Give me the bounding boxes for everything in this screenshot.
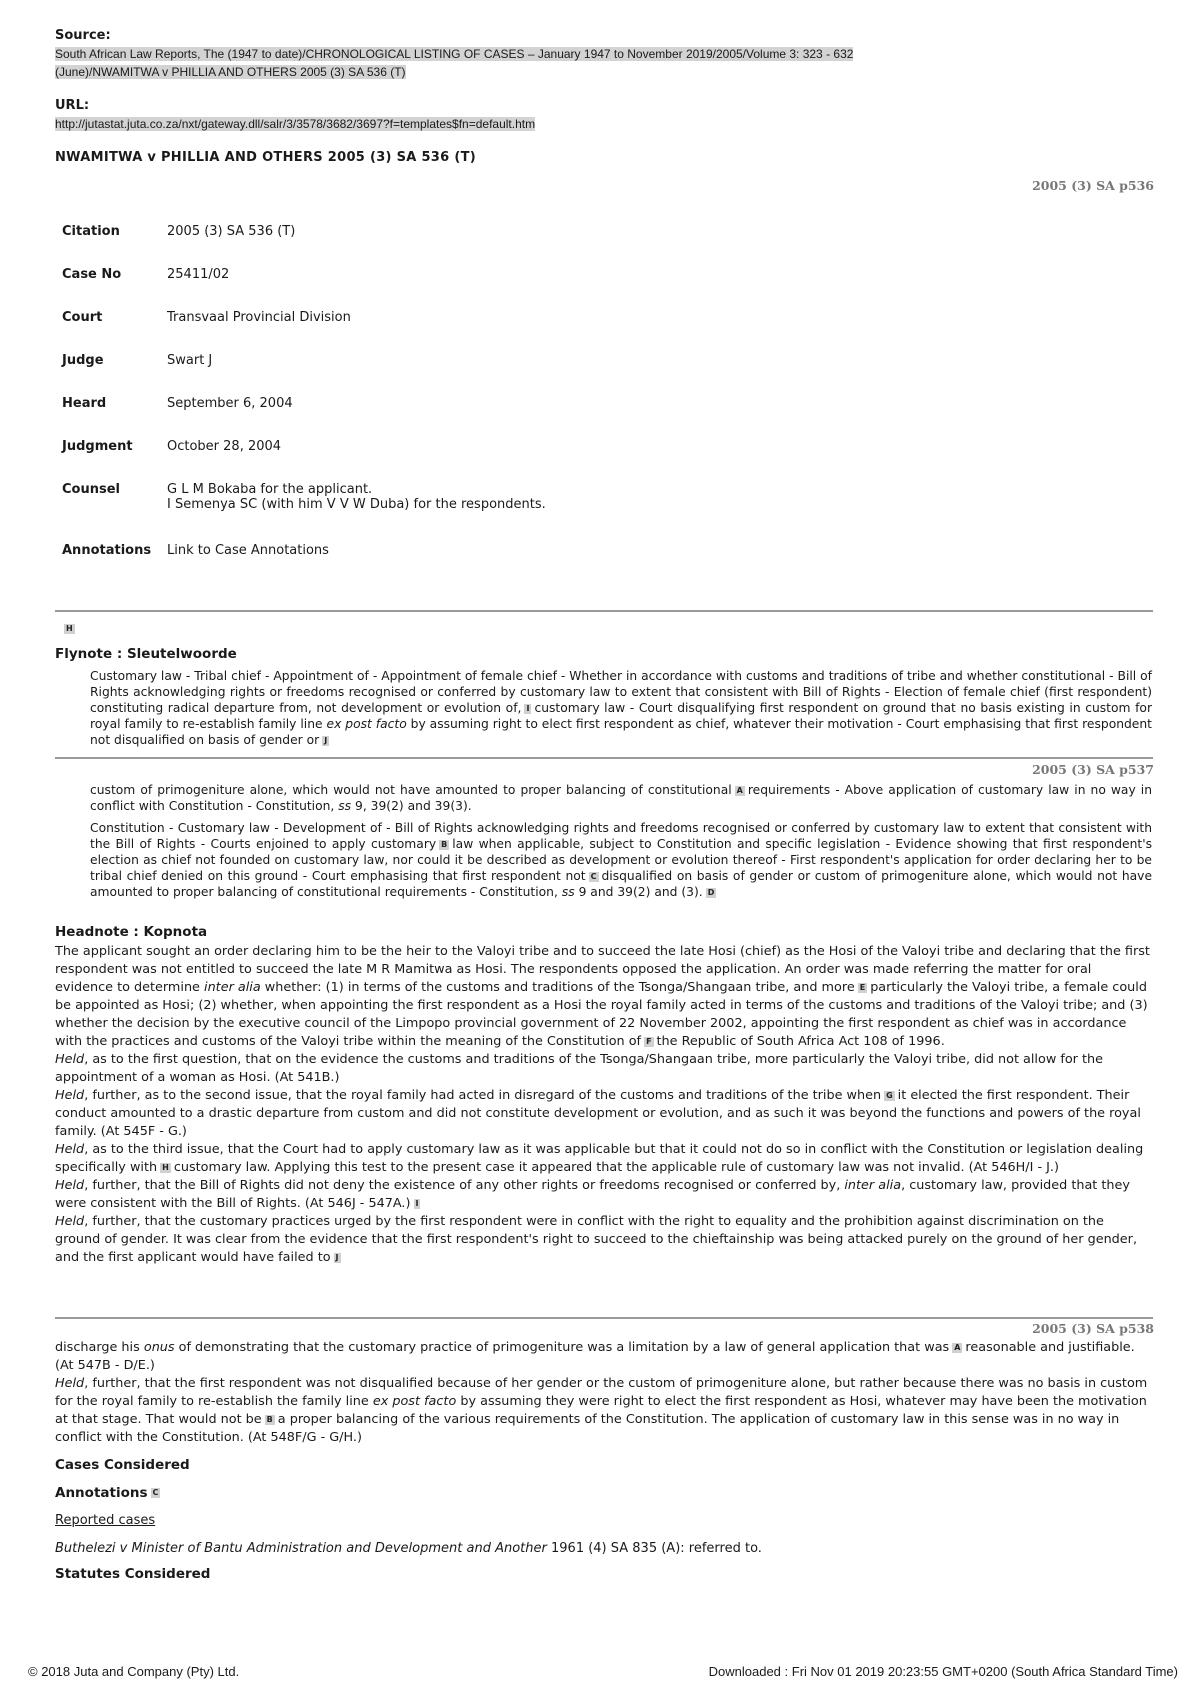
meta-value: 25411/02 [167,267,230,282]
url-label: URL: [55,98,90,113]
case-title: NWAMITWA v PHILLIA AND OTHERS 2005 (3) SA 536 (T) [55,150,476,165]
flynote-heading: Flynote : Sleutelwoorde [55,646,237,662]
headnote-paragraph-6: Held, further, that the customary practices urged by the first respondent were in conflict with the right to equality and the prohibition against discrimination on the ground of gender. It was clear from the evidence that the first respondent's right to succeed to the chieftainship was being attacked purely on the ground of her gender, and the first applicant would have failed to J [55,1214,1138,1265]
margin-marker-b: B [266,1414,273,1424]
meta-value [167,482,546,543]
meta-key: Counsel [62,482,120,497]
meta-key: Judge [62,353,104,368]
page-ref-536: 2005 (3) SA p536 [1032,178,1154,193]
case-metadata-table [62,224,546,558]
meta-row-annotations [62,543,546,558]
source-path [55,45,1035,81]
margin-marker-i: I [415,1198,419,1208]
meta-key: Citation [62,224,120,239]
url-block [55,115,1035,133]
page-ref-538: 2005 (3) SA p538 [1032,1321,1154,1336]
margin-marker-i: I [526,703,530,713]
headnote-paragraph-5: Held, further, that the Bill of Rights did not deny the existence of any other rights or freedoms recognised or conferred by, inter alia, customary law, provided that they were consistent with the Bill of Rights. (At 546J - 547A.) I [55,1178,1130,1211]
meta-key: Court [62,310,103,325]
counsel-applicant: G L M Bokaba for the applicant. [167,482,373,497]
meta-value: 2005 (3) SA 536 (T) [167,224,296,239]
margin-marker-c: C [152,1488,159,1497]
headnote-paragraph-4: Held, as to the third issue, that the Court had to apply customary law as it was applicable but that it could not do so in conflict with the Constitution or legislation dealing specifically with H customary law. Applying this test to the present case it appeared that the applicable rule of customary law was not invalid. (At 546H/I - J.) [55,1142,1144,1175]
page-ref-537: 2005 (3) SA p537 [1032,762,1154,777]
meta-value: September 6, 2004 [167,396,293,411]
headnote-body [55,943,1153,1267]
margin-marker-h: H [162,1162,169,1172]
meta-key: Annotations [62,543,152,558]
page-break-divider [55,757,1153,759]
meta-row-judgment [62,439,546,482]
meta-row-heard [62,396,546,439]
source-line-2: (June)/NWAMITWA v PHILLIA AND OTHERS 2005 (3) SA 536 (T) [55,65,406,79]
reported-cases-link[interactable]: Reported cases [55,1513,156,1528]
margin-marker-d: D [707,887,715,897]
margin-marker-j: J [335,1252,339,1262]
footer-copyright: © 2018 Juta and Company (Pty) Ltd. [28,1664,240,1679]
divider [55,610,1153,612]
headnote-paragraph-3: Held, further, as to the second issue, that the royal family had acted in disregard of the customs and traditions of the tribe when G it elected the first respondent. Their conduct amounted to a drastic departure from custom and did not constitute development or evolution, and as such it was beyond the functions and powers of the royal family. (At 545F - G.) [55,1088,1141,1139]
meta-row-citation [62,224,546,267]
meta-key: Judgment [62,439,133,454]
flynote-paragraph-1: Customary law - Tribal chief - Appointment of - Appointment of female chief - Whether in accordance with customs and traditions of tribe and whether constitutional - Bill of Rights acknowledging rights or freedoms recognised or conferred by customary law to extent that consistent with Bill of Rights - Election of female chief (first respondent) constituting radical departure from, not development or evolution of, I customary law - Court disqualifying first respondent on ground that no basis existing in custom for royal family to re-establish family line ex post facto by assuming right to elect first respondent as chief, whatever their motivation - Court emphasising that first respondent not disqualified on basis of gender or J [90,669,1152,747]
margin-marker-b: B [441,839,448,849]
margin-marker-h: H [66,623,73,633]
headnote-paragraph-1: The applicant sought an order declaring him to be the heir to the Valoyi tribe and to succeed the late Hosi (chief) as the Hosi of the Valoyi tribe and declaring that the first respondent was not entitled to succeed the late M R Mamitwa as Hosi. The respondents opposed the application. An order was made referring the matter for oral evidence to determine inter alia whether: (1) in terms of the customs and traditions of the Tsonga/Shangaan tribe, and more E particularly the Valoyi tribe, a female could be appointed as Hosi; (2) whether, when appointing the first respondent as a Hosi the royal family acted in terms of the customs and traditions of the Valoyi tribe; and (3) whether the decision by the executive council of the Limpopo provincial government of 22 November 2002, appointing the first respondent as chief was in accordance with the practices and customs of the Valoyi tribe within the meaning of the Constitution of F the Republic of South Africa Act 108 of 1996. [55,944,1150,1049]
meta-value: Swart J [167,353,213,368]
margin-marker-f: F [646,1036,652,1046]
meta-row-court [62,310,546,353]
headnote-heading: Headnote : Kopnota [55,924,208,940]
cases-considered-heading: Cases Considered [55,1457,190,1473]
statutes-considered-heading: Statutes Considered [55,1566,211,1582]
case-reference-name[interactable]: Buthelezi v Minister of Bantu Administration and Development and Another [55,1541,547,1556]
headnote-paragraph-8: Held, further, that the first respondent was not disqualified because of her gender or the custom of primogeniture alone, but rather because there was no basis in custom for the royal family to re-establish the family line ex post facto by assuming they were right to elect the first respondent as Hosi, whatever may have been the motivation at that stage. That would not be B a proper balancing of the various requirements of the Constitution. The application of customary law in this sense was in no way in conflict with the Constitution. (At 548F/G - G/H.) [55,1376,1148,1445]
meta-value: October 28, 2004 [167,439,282,454]
page-break-divider [55,1317,1153,1319]
margin-marker-a: A [954,1342,961,1352]
meta-row-counsel [62,482,546,543]
meta-row-judge [62,353,546,396]
source-line-1: South African Law Reports, The (1947 to date)/CHRONOLOGICAL LISTING OF CASES – January 1947 to November 2019/2005/Volume 3: 323 - 632 [55,47,854,61]
margin-marker-a: A [736,785,743,795]
headnote-paragraph-7: discharge his onus of demonstrating that the customary practice of primogeniture was a limitation by a law of general application that was A reasonable and justifiable. (At 547B - D/E.) [55,1340,1135,1373]
margin-marker-g: G [886,1090,893,1100]
flynote-paragraph-2: custom of primogeniture alone, which would not have amounted to proper balancing of constitutional A requirements - Above application of customary law in no way in conflict with Constitution - Constitution, ss 9, 39(2) and 39(3). [90,783,1152,813]
margin-marker-e: E [859,982,866,992]
margin-marker-c: C [590,871,597,881]
case-reference: Buthelezi v Minister of Bantu Administration and Development and Another 1961 (4) SA 835 (A): referred to. [55,1541,762,1556]
margin-marker-j: J [324,735,328,745]
source-label: Source: [55,28,111,43]
case-annotations-link[interactable]: Link to Case Annotations [167,543,329,558]
meta-row-case-no [62,267,546,310]
meta-value: Transvaal Provincial Division [167,310,351,325]
meta-key: Heard [62,396,107,411]
footer-downloaded: Downloaded : Fri Nov 01 2019 20:23:55 GMT+0200 (South Africa Standard Time) [708,1664,1178,1679]
headnote-paragraph-2: Held, as to the first question, that on the evidence the customs and traditions of the Tsonga/Shangaan tribe, more particularly the Valoyi tribe, did not allow for the appointment of a woman as Hosi. (At 541B.) [55,1052,1104,1085]
counsel-respondents: I Semenya SC (with him V V W Duba) for the respondents. [167,497,546,512]
annotations-heading: Annotations C [55,1485,159,1501]
url-link[interactable]: http://jutastat.juta.co.za/nxt/gateway.dll/salr/3/3578/3682/3697?f=templates$fn=default.htm [55,117,536,131]
flynote-paragraph-3: Constitution - Customary law - Development of - Bill of Rights acknowledging rights and freedoms recognised or conferred by customary law to extent that consistent with the Bill of Rights - Courts enjoined to apply customary B law when applicable, subject to Constitution and specific legislation - Evidence showing that first respondent's election as chief not founded on customary law, nor could it be described as development or evolution thereof - First respondent's application for order declaring her to be tribal chief denied on this ground - Court emphasising that first respondent not C disqualified on basis of gender or custom of primogeniture alone, which would not have amounted to proper balancing of constitutional requirements - Constitution, ss 9 and 39(2) and (3). D [90,821,1153,899]
headnote-continued [55,1339,1153,1447]
meta-key: Case No [62,267,122,282]
